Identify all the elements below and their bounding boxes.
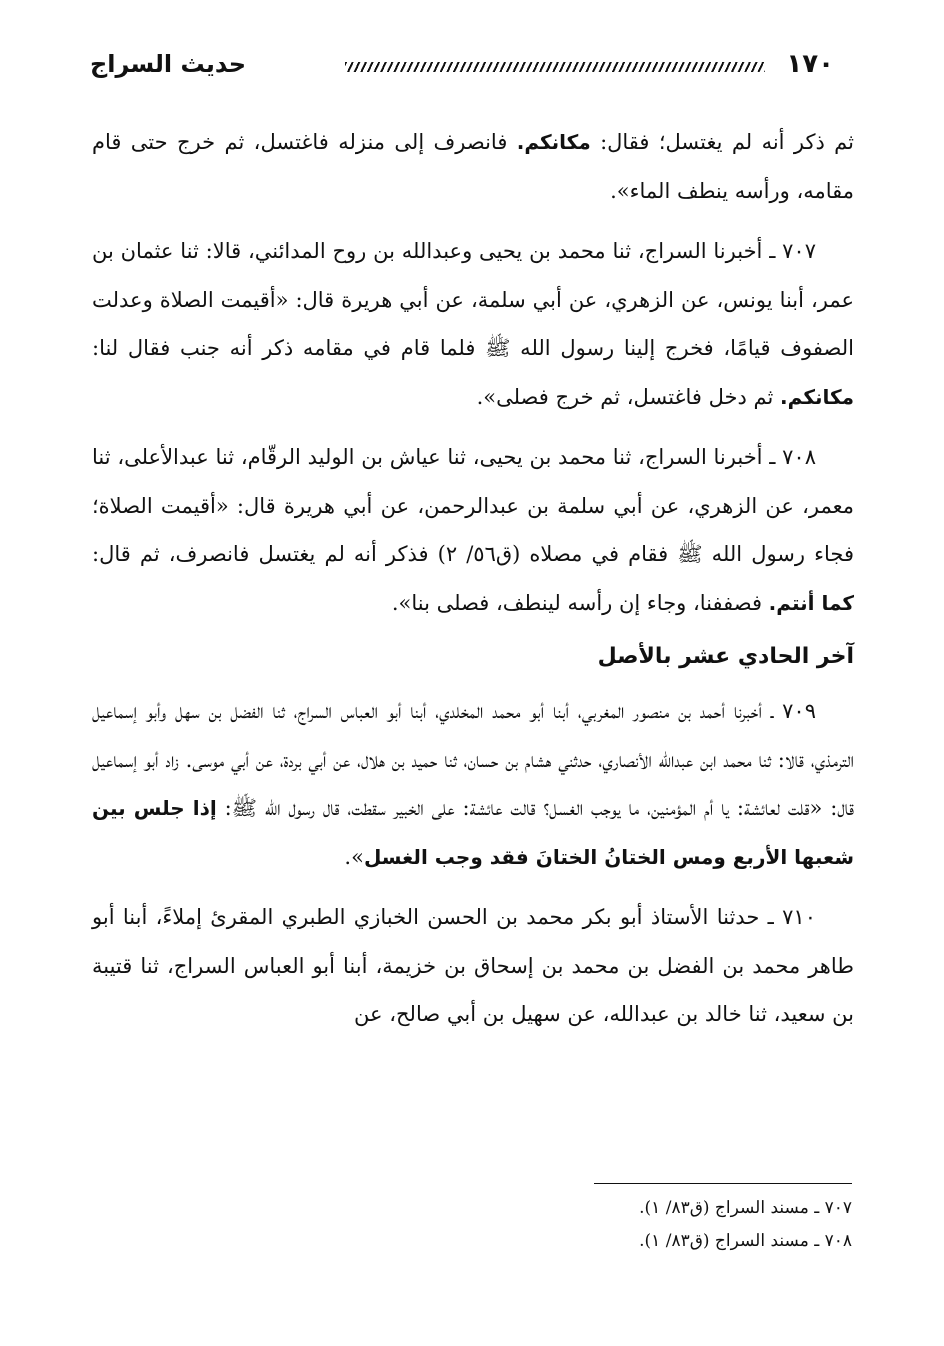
page-body (92, 118, 854, 1051)
footnote-708: ٧٠٨ ـ مسند السراج (ق٨٣/ ١). (639, 1231, 852, 1251)
paragraph-text: فانصرف إلى منزله فاغتسل، ثم خرج حتى قام مقامه، ورأسه ينطف الماء». (92, 130, 854, 203)
paragraph-text: ٧١٠ ـ حدثنا الأستاذ أبو بكر محمد بن الحسن الخبازي الطبري المقرئ إملاءً، أبنا أبو طاهر محمد بن الفضل بن محمد بن إسحاق بن خزيمة، أبنا أبو العباس السراج، ثنا قتيبة بن سعيد، ثنا خالد بن عبدالله، عن سهيل بن أبي صالح، عن (92, 905, 854, 1026)
paragraph-continuation (92, 118, 854, 215)
running-title: حديث السراج (90, 50, 247, 78)
paragraph-text: ٧٠٩ ـ أخبرنا أحمد بن منصور المغربي، أبنا أبو محمد المخلدي، أبنا أبو العباس السراج، ثنا الفضل بن سهل وأبو إسماعيل الترمذي، قالا: ثنا محمد ابن عبدالله الأنصاري، حدثني هشام بن حسان، ثنا حميد بن هلال، عن أبي بردة، عن أبي موسى. زاد أبو إسماعيل قال: «قلت لعائشة: يا أم المؤمنين، ما يوجب الغسل؟ قالت عائشة: على الخبير سقطت، قال رسول الله ﷺ: (92, 699, 855, 820)
paragraph-text: ٧٠٧ ـ أخبرنا السراج، ثنا محمد بن يحيى وعبدالله بن روح المدائني، قالا: ثنا عثمان بن عمر، أبنا يونس، عن الزهري، عن أبي سلمة، عن أبي هريرة قال: «أقيمت الصلاة وعدلت الصفوف قيامًا، فخرج إلينا رسول الله ﷺ فلما قام في مقامه ذكر أنه جنب فقال لنا: (92, 239, 854, 360)
emphasis-text: مكانكم. (780, 384, 854, 409)
hadith-708 (92, 433, 854, 627)
hadith-709 (92, 687, 854, 881)
paragraph-text: فصففنا، وجاء إن رأسه لينطف، فصلى بنا». (391, 590, 769, 615)
section-heading: آخر الحادي عشر بالأصل (597, 644, 854, 669)
emphasis-text: مكانكم. (516, 130, 591, 154)
footnote-707: ٧٠٧ ـ مسند السراج (ق٨٣/ ١). (639, 1198, 852, 1218)
emphasis-text: إذا جلس بين شعبها الأربع ومس الختانُ الختانَ فقد وجب الغسل (92, 796, 854, 869)
paragraph-text: ٧٠٨ ـ أخبرنا السراج، ثنا محمد بن يحيى، ثنا عياش بن الوليد الرقّام، ثنا عبدالأعلى، ثنا معمر، عن الزهري، عن أبي سلمة بن عبدالرحمن، عن أبي هريرة قال: «أقيمت الصلاة؛ فجاء رسول الله ﷺ فقام في مصلاه (ق٥٦/ ٢) فذكر أنه لم يغتسل فانصرف، ثم قال: (92, 445, 854, 566)
hadith-710 (92, 893, 854, 1039)
paragraph-text: ». (344, 844, 364, 869)
header-hatched-rule (345, 62, 765, 72)
page-number: ١٧٠ (786, 49, 834, 79)
footnotes (552, 1192, 852, 1258)
hadith-707 (92, 227, 854, 421)
paragraph-text: ثم ذكر أنه لم يغتسل؛ فقال: (590, 130, 855, 154)
emphasis-text: كما أنتم. (768, 590, 854, 615)
paragraph-text: ثم دخل فاغتسل، ثم خرج فصلى». (476, 384, 781, 409)
footnote-separator (594, 1183, 852, 1184)
